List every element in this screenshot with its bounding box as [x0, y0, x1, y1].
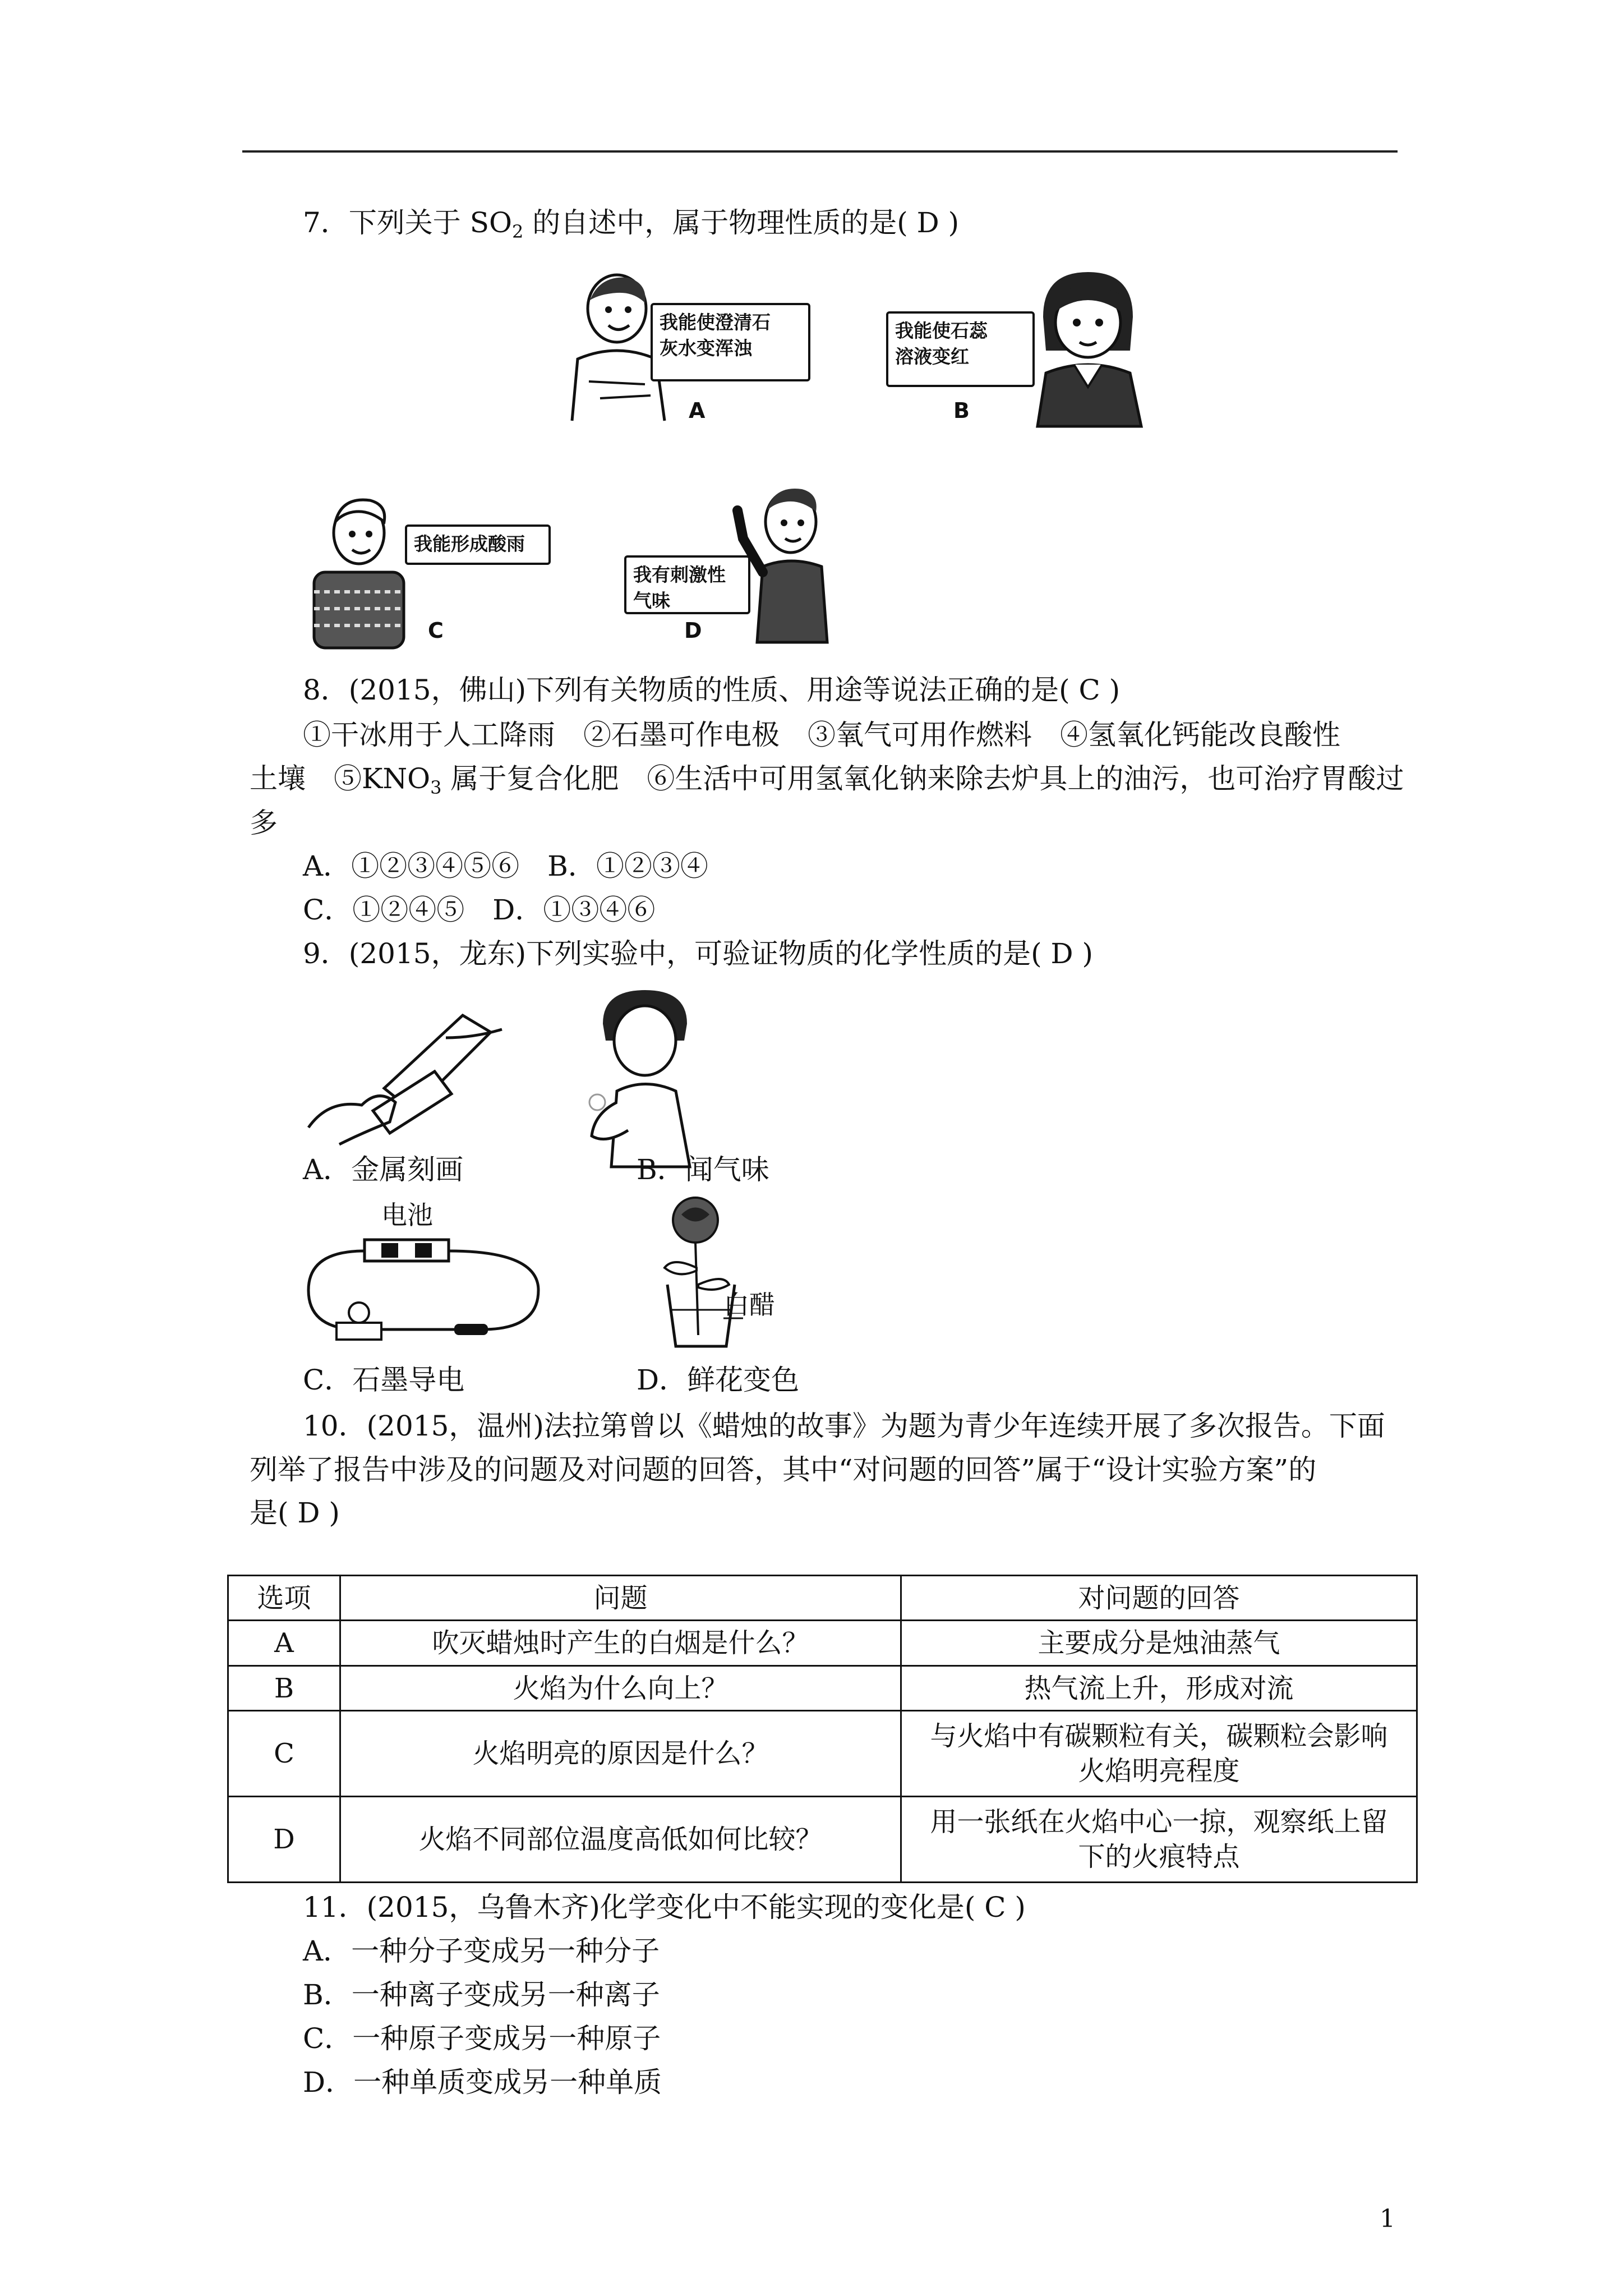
table-header-answer: 对问题的回答	[901, 1576, 1417, 1621]
q7-speech-bubble-b: 我能使石蕊 溶液变红	[886, 311, 1035, 387]
q9-caption-c: C．石墨导电	[303, 1364, 465, 1396]
table-header-row	[228, 1576, 1417, 1621]
q10-line1: 10．(2015，温州)法拉第曾以《蜡烛的故事》为题为青少年连续开展了多次报告。下面	[303, 1410, 1385, 1442]
q9-figure-smell-boy	[561, 984, 729, 1170]
table-row	[228, 1665, 1417, 1710]
header-rule	[242, 150, 1398, 153]
table-cell-option: C	[228, 1711, 340, 1797]
q7-stem: 7．下列关于 $SO_2$ 的自述中，属于物理性质的是( D )	[303, 206, 960, 242]
table-cell-question: 火焰明亮的原因是什么？	[340, 1711, 901, 1797]
q11-option-c: C．一种原子变成另一种原子	[303, 2022, 661, 2055]
q8-items-line3: 多	[250, 807, 278, 839]
q9-label-vinegar: 白醋	[723, 1290, 775, 1320]
q11-option-d: D．一种单质变成另一种单质	[303, 2066, 662, 2099]
table-header-option: 选项	[228, 1576, 340, 1621]
table-cell-answer: 热气流上升，形成对流	[901, 1665, 1417, 1710]
q9-caption-b: B．闻气味	[637, 1153, 769, 1186]
q8-stem: 8．(2015，佛山)下列有关物质的性质、用途等说法正确的是( C )	[303, 674, 1121, 706]
q7-figure-boy-c	[303, 494, 415, 651]
table-cell-option: B	[228, 1665, 340, 1710]
q7-label-d: D	[684, 618, 702, 643]
q11-option-b: B．一种离子变成另一种离子	[303, 1978, 660, 2011]
table-row	[228, 1711, 1417, 1797]
q10-line2: 列举了报告中涉及的问题及对问题的回答，其中“对问题的回答”属于“设计实验方案”的	[250, 1453, 1317, 1486]
q9-figure-circuit	[303, 1228, 550, 1346]
table-cell-answer: 用一张纸在火焰中心一掠，观察纸上留 下的火痕特点	[901, 1797, 1417, 1883]
q9-caption-a: A．金属刻画	[303, 1153, 464, 1186]
table-cell-question: 火焰为什么向上？	[340, 1665, 901, 1710]
q7-speech-bubble-a: 我能使澄清石 灰水变浑浊	[651, 303, 810, 381]
q7-speech-bubble-c: 我能形成酸雨	[405, 524, 551, 565]
q7-figure-girl-b	[1021, 266, 1155, 429]
q10-line3: 是( D )	[250, 1497, 340, 1529]
q7-label-c: C	[428, 618, 444, 643]
q10-table	[227, 1575, 1418, 1883]
q7-speech-bubble-d: 我有刺激性 气味	[624, 555, 750, 614]
q11-option-a: A．一种分子变成另一种分子	[303, 1935, 660, 1967]
q9-figure-flower-vinegar	[645, 1189, 757, 1352]
table-row	[228, 1621, 1417, 1665]
q8-items-line1: ①干冰用于人工降雨 ②石墨可作电极 ③氧气可用作燃料 ④氢氧化钙能改良酸性	[303, 719, 1340, 751]
table-cell-answer: 与火焰中有碳颗粒有关，碳颗粒会影响 火焰明亮程度	[901, 1711, 1417, 1797]
table-header-question: 问题	[340, 1576, 901, 1621]
q8-options-cd: C．①②④⑤ D．①③④⑥	[303, 894, 656, 926]
q7-label-b: B	[953, 398, 970, 423]
q8-options-ab: A．①②③④⑤⑥ B．①②③④	[303, 850, 708, 882]
q9-stem: 9．(2015，龙东)下列实验中，可验证物质的化学性质的是( D )	[303, 937, 1093, 970]
q7-label-a: A	[689, 398, 706, 423]
table-row	[228, 1797, 1417, 1883]
table-cell-option: A	[228, 1621, 340, 1665]
q8-items-line2: 土壤 $⑤KNO_3$ 属于复合化肥 ⑥生活中可用氢氧化钠来除去炉具上的油污，也可治疗胃酸过	[250, 762, 1404, 798]
q7-figure-boy-d	[729, 477, 841, 645]
q9-label-battery: 电池	[381, 1200, 433, 1230]
q9-caption-d: D．鲜花变色	[637, 1364, 800, 1396]
q9-figure-metal-scratch	[306, 1004, 519, 1150]
q11-stem: 11．(2015，乌鲁木齐)化学变化中不能实现的变化是( C )	[303, 1891, 1026, 1924]
table-cell-answer: 主要成分是烛油蒸气	[901, 1621, 1417, 1665]
table-cell-question: 吹灭蜡烛时产生的白烟是什么？	[340, 1621, 901, 1665]
table-cell-question: 火焰不同部位温度高低如何比较？	[340, 1797, 901, 1883]
table-cell-option: D	[228, 1797, 340, 1883]
page-number: 1	[1380, 2205, 1395, 2233]
